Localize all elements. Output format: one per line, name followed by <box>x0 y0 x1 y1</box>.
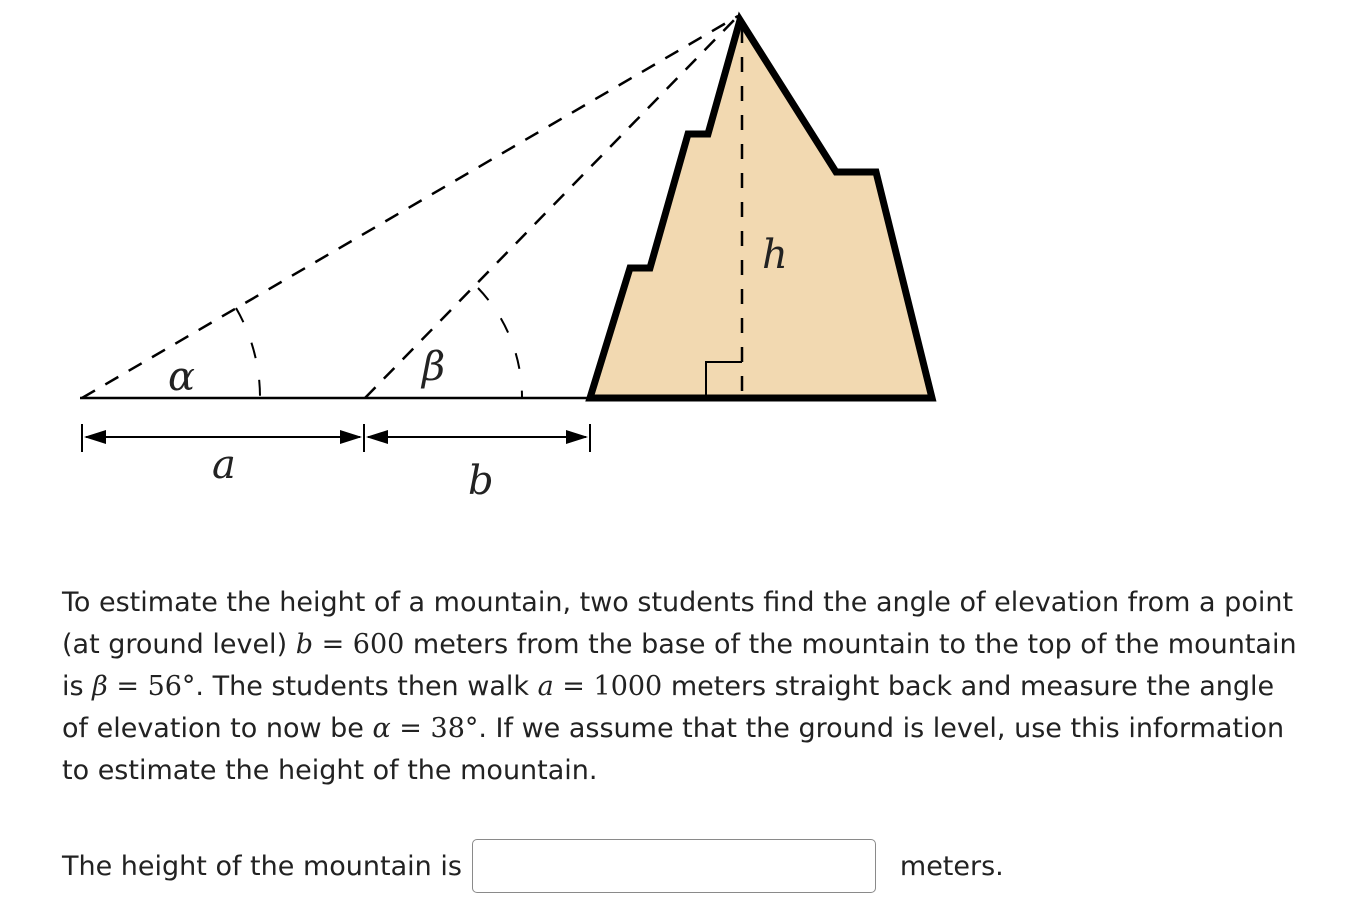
problem-statement: To estimate the height of a mountain, two students find the angle of elevation from a point (at ground level) b = 600 meters from the base of the mountain to the top of the mountain is β = 56°. The students then walk a = 1000 meters straight back and measure the angle of elevation to now be α = 38°. If we assume that the ground is level, use this information to estimate the height of the mountain. <box>62 587 1297 786</box>
alpha-arc <box>236 308 260 398</box>
a-label: a <box>212 442 236 488</box>
h-label: h <box>762 232 788 278</box>
var-a: a <box>537 671 554 702</box>
value-alpha: 38° <box>430 713 479 744</box>
alpha-label: α <box>168 354 196 400</box>
mountain-shape <box>590 20 932 398</box>
beta-label: β <box>422 344 446 390</box>
value-beta: 56° <box>147 671 196 702</box>
value-b: 600 <box>352 629 405 660</box>
beta-arc <box>478 288 522 398</box>
b-label: b <box>468 458 494 504</box>
var-beta: β <box>92 671 108 702</box>
answer-suffix: meters. <box>899 850 1004 882</box>
answer-prefix: The height of the mountain is <box>62 850 462 882</box>
answer-input[interactable] <box>472 839 876 893</box>
answer-row <box>62 836 1004 896</box>
dimension-arrow-b <box>366 424 590 452</box>
var-b: b <box>295 629 313 660</box>
var-alpha: α <box>372 713 391 744</box>
value-a: 1000 <box>593 671 663 702</box>
